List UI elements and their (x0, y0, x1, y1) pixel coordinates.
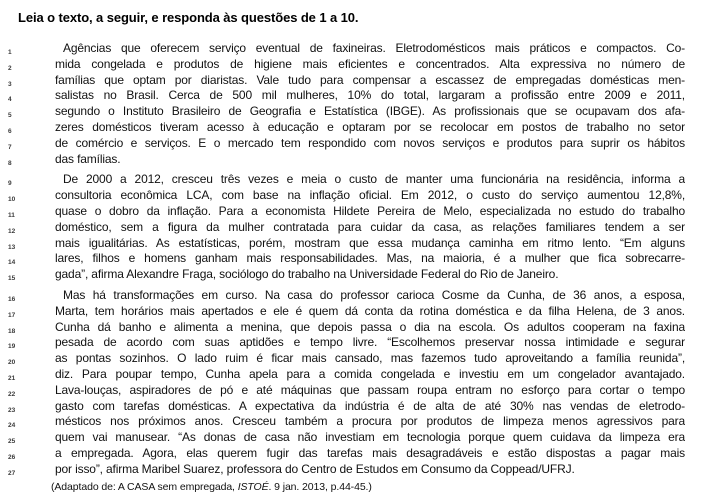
text-line (8, 56, 685, 73)
text-line (8, 203, 685, 220)
source-citation (51, 481, 372, 493)
paragraph (8, 41, 685, 167)
line-number: 17 (8, 311, 16, 319)
line-number: 4 (8, 96, 12, 104)
line-number: 18 (8, 327, 16, 335)
line-text: De 2000 a 2012, cresceu três vezes e meia o custo de manter uma funcionária na residência, informa a (63, 172, 685, 187)
text-line (8, 366, 685, 383)
text-line (8, 430, 685, 446)
line-number: 5 (8, 112, 12, 120)
line-number: 8 (8, 159, 12, 167)
line-text: de comércio e serviços. E o mercado tem respondido com novos serviços e produtos para suprir os hábitos (55, 135, 685, 150)
line-text: Marta, tem horários mais apertados e ele é quem dá conta da rotina doméstica e da filha Helena, de 3 anos. (55, 303, 685, 318)
line-number: 16 (8, 295, 16, 303)
line-text: das famílias. (55, 151, 121, 166)
line-text: Cunha dá banho e alimenta a menina, que depois passa o dia na escola. Os adultos cooperam na faxina (55, 319, 685, 334)
line-number: 21 (8, 374, 16, 382)
text-line (8, 251, 685, 267)
line-text: diz. Para poupar tempo, Cunha apela para a comida congelada e investiu em um congelador avantajado. (55, 366, 685, 381)
text-line (8, 172, 685, 188)
line-text: por isso”, afirma Maribel Suarez, professora do Centro de Estudos em Consumo da Coppead/UFRJ. (55, 461, 575, 476)
text-line (8, 351, 685, 367)
line-number: 20 (8, 359, 16, 367)
line-text: gada”, afirma Alexandre Fraga, sociólogo do trabalho na Universidade Federal do Rio de Janeiro. (55, 267, 559, 282)
line-text: consultoria econômica LCA, com base na inflação oficial. Em 2012, o custo do serviço aumentou 12,8%, (55, 188, 685, 203)
line-number: 22 (8, 390, 16, 398)
line-text: lares, filhos e homens ganham mais responsabilidades. Mas, na maioria, é a mulher que fica sobrecarre- (55, 251, 685, 266)
line-text: pesada de acordo com suas aptidões e tempo livre. “Escolhemos preservar nossa intimidade e segurar (55, 335, 685, 350)
line-number: 19 (8, 343, 16, 351)
line-number: 13 (8, 243, 16, 251)
line-number: 2 (8, 64, 12, 72)
line-number: 6 (8, 127, 12, 135)
line-number: 14 (8, 259, 16, 267)
text-line (8, 119, 685, 136)
line-text: gasto com tarefas domésticas. A expectativa da indústria é de alta de até 30% nas vendas de eletrodo- (55, 398, 685, 413)
text-line (8, 188, 685, 204)
line-text: as pontas sozinhos. O lado ruim é ficar mais cansado, mas fazemos tudo aproveitando a família reunida”, (55, 351, 685, 366)
text-line (8, 151, 685, 168)
text-line (8, 267, 685, 283)
line-number: 25 (8, 438, 16, 446)
text-line (8, 104, 685, 120)
line-text: quase o dobro da inflação. Para a economista Hildete Pereira de Melo, especializada no estudo do trabalho (55, 203, 685, 218)
text-line (8, 219, 685, 236)
line-text: a empregada. Agora, elas querem fugir das tarefas mais desagradáveis e estão dispostas a pagar mais (55, 445, 685, 460)
line-number: 10 (8, 196, 16, 204)
text-line (8, 72, 685, 89)
text-line (8, 398, 685, 415)
text-line (8, 382, 685, 399)
line-number: 26 (8, 453, 16, 461)
text-line (8, 41, 685, 57)
line-number: 11 (8, 211, 15, 219)
line-text: Agências que oferecem serviço eventual de faxineiras. Eletrodomésticos mais práticos e compactos. Co- (63, 41, 685, 55)
line-number: 23 (8, 406, 16, 414)
line-text: famílias que optam por diaristas. Vale tudo para compensar a escassez de empregadas domésticas men- (55, 72, 685, 87)
text-line (8, 461, 685, 478)
line-text: Lava-louças, aspiradores de pó e até máquinas que passam roupa entram no esforço para cortar o tempo (55, 382, 685, 397)
line-text: mida congelada e produtos de higiene mais eficientes e concentrados. Alta expressiva no número de (55, 56, 685, 71)
text-line (8, 287, 685, 304)
citation-source-title: ISTOÉ (237, 481, 269, 493)
text-line (8, 235, 685, 252)
line-number: 27 (8, 469, 16, 477)
line-text: Mas há transformações em curso. Na casa do professor carioca Cosme da Cunha, de 36 anos, a esposa, (63, 287, 685, 302)
text-line (8, 303, 685, 320)
reading-passage (8, 41, 685, 478)
line-number: 1 (8, 49, 12, 56)
line-number: 9 (8, 180, 12, 188)
text-line (8, 414, 685, 430)
line-text: quem vai manusear. “As donas de casa não investiam em tecnologia porque quem cuidava da limpeza era (55, 430, 685, 445)
citation-prefix: (Adaptado de: A CASA sem empregada, (51, 481, 238, 493)
line-text: salistas no Brasil. Cerca de 500 mil mulheres, 10% do total, largaram a profissão entre 2009 e 2011, (55, 88, 685, 103)
citation-suffix: . 9 jan. 2013, p.44-45.) (268, 481, 372, 493)
line-number: 15 (8, 275, 16, 283)
line-number: 3 (8, 80, 12, 88)
instruction-heading: Leia o texto, a seguir, e responda às questões de 1 a 10. (18, 10, 359, 25)
text-line (8, 335, 685, 351)
line-text: doméstico, sem a figura da mulher contratada para cuidar da casa, as relações familiares tendem a ser (55, 219, 685, 234)
line-text: segundo o Instituto Brasileiro de Geografia e Estatística (IBGE). As profissionais que se ocupavam dos afa- (55, 104, 685, 119)
line-text: mais igualitárias. As estatísticas, porém, mostram que essa mudança caminha em ritmo lento. “Em alguns (55, 235, 685, 250)
text-line (8, 445, 685, 462)
paragraph (8, 287, 685, 478)
line-number: 24 (8, 422, 16, 430)
text-line (8, 88, 685, 104)
text-line (8, 135, 685, 152)
line-text: mésticos nos próximos anos. Cresceu também a procura por produtos de limpeza menos agressivos para (55, 414, 685, 429)
paragraph (8, 172, 685, 283)
text-line (8, 319, 685, 336)
line-text: zeres domésticos tiveram acesso à educação e optaram por se recolocar em postos de trabalho no setor (55, 119, 685, 134)
line-number: 12 (8, 227, 16, 235)
line-number: 7 (8, 143, 12, 151)
